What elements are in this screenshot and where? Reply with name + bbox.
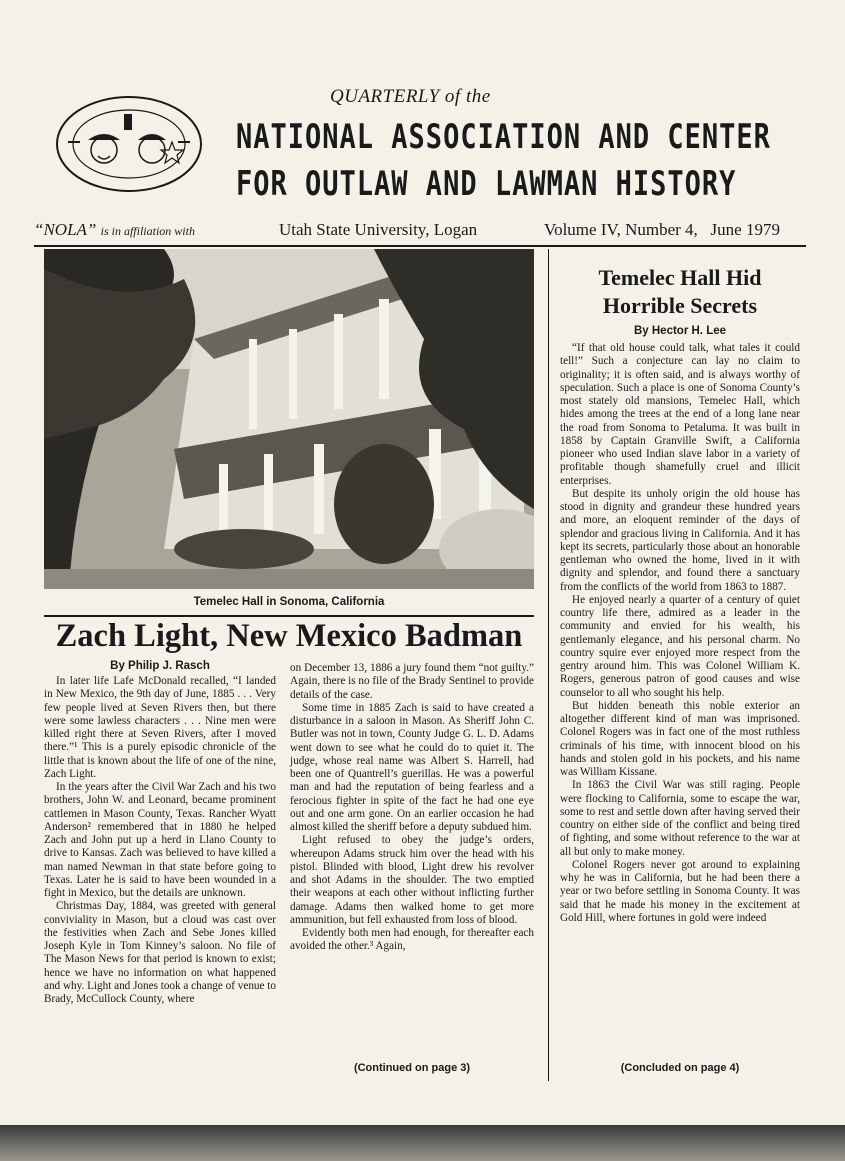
masthead-divider — [34, 245, 806, 247]
article-paragraph: He enjoyed nearly a quarter of a century of quiet country life there, admired as a leader in the community and envied for his wealth, his gentlemanly elegance, and his personal charm. No country squire ever enjoyed more respect from the gentry around him. This was Colonel William K. Rogers, generous patron of good causes and wise counselor to all who sought his help. — [560, 593, 800, 699]
article-paragraph: But hidden beneath this noble exterior an altogether different kind of man was imprisoned. Colonel Rogers was in fact one of the most ruthless criminals of his time, with innocent blood on his hands and stolen gold in his pockets, and his name was William Kissane. — [560, 699, 800, 778]
zach-light-byline: By Philip J. Rasch — [110, 660, 210, 672]
article-paragraph: But despite its unholy origin the old house has stood in dignity and grandeur these hundred years and more, an eloquent reminder of the days of splendor and gracious living in California. And it has kept its secrets, particularly those about an honorable gentleman who owned the home, lived in it with dignity and splendor, and found there a sanctuary from the conflicts of the world from 1863 to 1887. — [560, 487, 800, 593]
photo-caption: Temelec Hall in Sonoma, California — [193, 596, 385, 608]
continued-note: (Continued on page 3) — [353, 1062, 471, 1074]
affiliation-row — [34, 220, 804, 244]
issue-date: June 1979 — [710, 220, 780, 239]
column-divider — [548, 249, 549, 1081]
association-seal-logo — [54, 94, 204, 194]
article-paragraph: In later life Lafe McDonald recalled, “I landed in New Mexico, the 9th day of June, 1885 . . . Very few people lived at Seven Rivers then, but there were some lawless characters . . . Nine men were killed right there at Seven Rivers, after I moved there.”¹ This is a purely episodic chronicle of the little that is known about the life of one of the nine, Zach Light. — [44, 675, 276, 780]
publication-title-line-1: NATIONAL ASSOCIATION AND CENTER — [236, 118, 771, 157]
zach-light-headline: Zach Light, New Mexico Badman — [55, 618, 523, 654]
zach-article-column-1 — [44, 675, 276, 1006]
publication-title-line-2: FOR OUTLAW AND LAWMAN HISTORY — [236, 165, 737, 204]
nola-affiliation — [34, 220, 195, 240]
concluded-note: (Concluded on page 4) — [620, 1062, 740, 1074]
university-name: Utah State University, Logan — [279, 220, 478, 239]
quarterly-label: QUARTERLY of the — [330, 86, 491, 107]
article-paragraph: Evidently both men had enough, for thereafter each avoided the other.³ Again, — [290, 927, 534, 953]
page-edge-strip — [0, 1125, 845, 1161]
volume-number: Volume IV, Number 4, — [544, 220, 698, 239]
article-paragraph: Light refused to obey the judge’s orders, whereupon Adams struck him over the head with his pistol. Blinded with blood, Light drew his revolver and shot Adams in the shoulder. The two emptied their weapons at each other without inflicting further damage. Adams then walked home to get more ammunition, but fell exhausted from loss of blood. — [290, 834, 534, 926]
temelec-byline: By Hector H. Lee — [633, 325, 727, 337]
temelec-hall-photo — [44, 249, 534, 589]
article-paragraph: Some time in 1885 Zach is said to have created a disturbance in a saloon in Mason. As Sheriff John C. Butler was not in town, County Judge G. L. D. Adams went down to see what he could do to quiet it. The judge, whose real name was Albert S. Harrell, had been one of Quantrell’s guerillas. He was a powerful man and had the reputation of being fearless and a ferocious fighter in spite of the fact he had one eye out and one arm gone. On an earlier occasion he had almost killed the sheriff before a deputy subdued him. — [290, 701, 534, 833]
nola-label: “NOLA” — [34, 220, 97, 239]
zach-article-column-2 — [290, 662, 534, 954]
temelec-article-column — [560, 342, 800, 925]
article-paragraph: Christmas Day, 1884, was greeted with general conviviality in Mason, but a cloud was cast over the festivities when Zach and Sebe Jones killed Joseph Kyle in Tom Kinney’s saloon. No file of The Mason News for that period is known to exist; hence we have no information on what happened and why. Light and Jones took a change of venue to Brady, McCullock County, where — [44, 900, 276, 1005]
article-paragraph: In the years after the Civil War Zach and his two brothers, John W. and Leonard, became prominent cattlemen in Mason County, Texas. Rancher Wyatt Anderson² remembered that in 1880 he helped Zach and John put up a herd in Llano County to drive to Kansas. Zach was believed to have killed a man named Newman in that state before going to Texas. Later he is said to have been wounded in a fight in Mexico, but the details are unknown. — [44, 781, 276, 899]
nola-suffix: is in affiliation with — [100, 224, 195, 238]
article-paragraph: on December 13, 1886 a jury found them “not guilty.” Again, there is no file of the Brady Sentinel to provide details of the case. — [290, 662, 534, 701]
article-paragraph: In 1863 the Civil War was still raging. People were flocking to California, some to escape the war, some to rest and settle down after having served their country on either side of the conflict and being tired of fighting, and some without reference to the war at all but only to make money. — [560, 779, 800, 858]
headline-divider — [44, 615, 534, 617]
volume-info — [544, 220, 780, 240]
temelec-headline: Temelec Hall Hid Horrible Secrets — [598, 265, 762, 318]
article-paragraph: “If that old house could talk, what tales it could tell!” Such a conjecture can lay no claim to originality; it is often said, and is always worthy of speculation. Such a place is one of Sonoma County’s most stately old mansions, Temelec Hall, which hides among the trees at the end of a long lane near the road from Sonoma to Petaluma. It was built in 1858 by Captain Granville Swift, a California pioneer who used Indian slave labor in a variety of profitable though shamefully cruel and illicit enterprises. — [560, 342, 800, 487]
article-paragraph: Colonel Rogers never got around to explaining why he was in California, but he had been there a year or two before settling in Sonoma County. It was said that he made his money in the excitement at Gold Hill, where fortunes in gold were indeed — [560, 858, 800, 924]
